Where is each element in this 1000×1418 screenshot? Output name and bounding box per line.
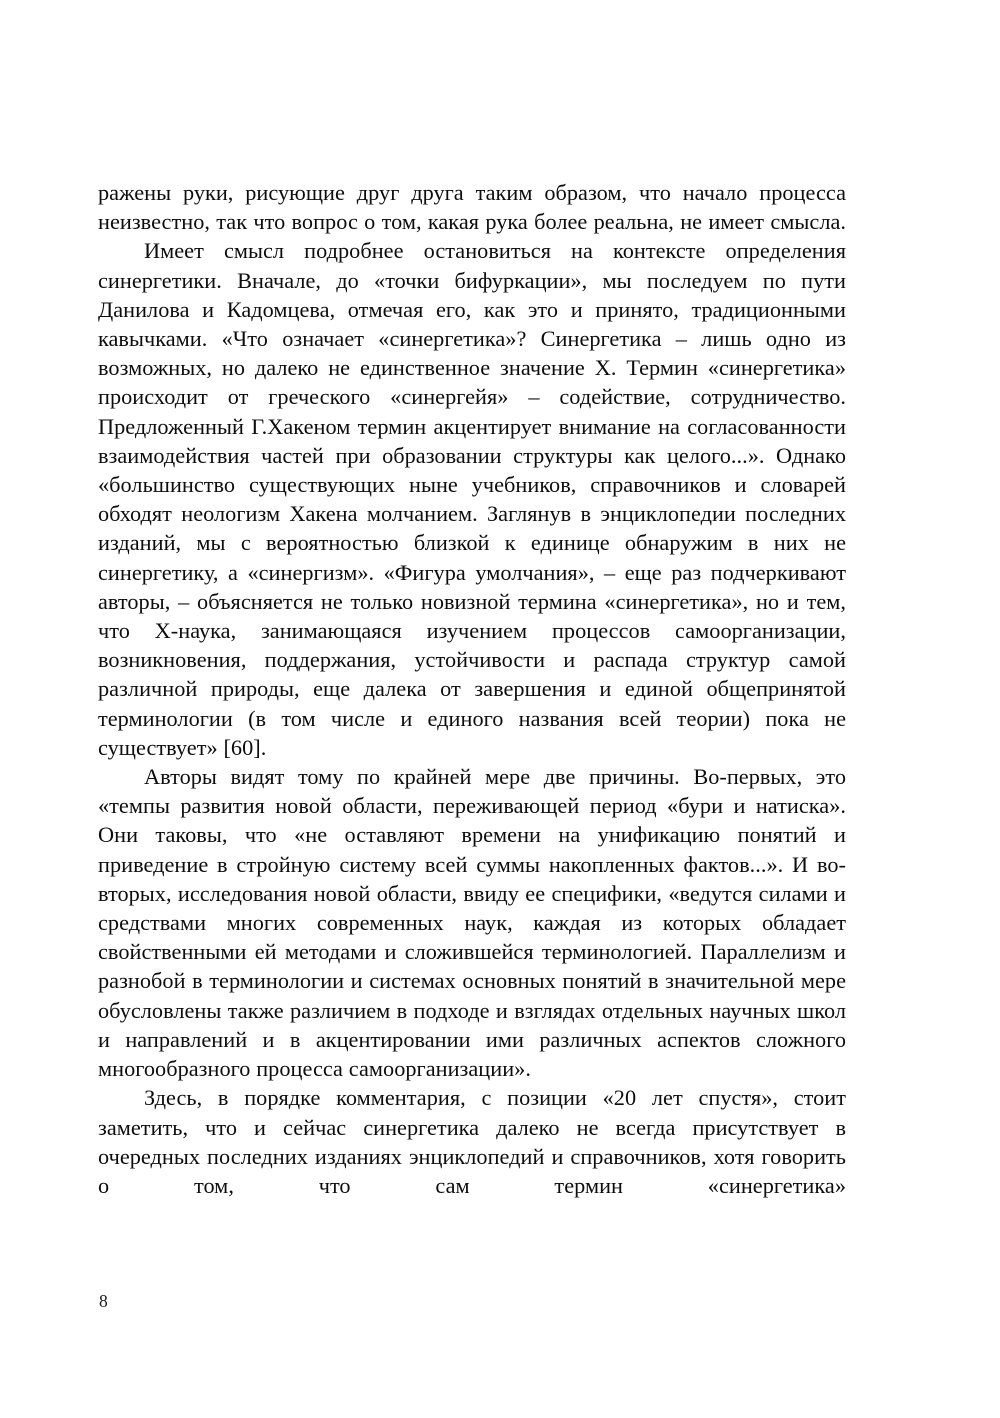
paragraph-commentary-20-years-later: Здесь, в порядке комментария, с позиции «20 лет спустя», стоит заметить, что и сейчас синергетика далеко не всегда присутствует в очередных последних изданиях энциклопедий и справочников, хотя говорить о том, что сам термин «синергетика» <box>98 1085 846 1198</box>
paragraph-two-reasons: Авторы видят тому по крайней мере две причины. Во-первых, это «темпы развития новой области, переживающей период «бури и натиска». Они таковы, что «не оставляют времени на унификацию понятий и приведение в стройную систему всей суммы накопленных фактов...». И во-вторых, исследования новой области, ввиду ее специфики, «ведутся силами и средствами многих современных наук, каждая из которых обладает свойственными ей методами и сложившейся терминологией. Параллелизм и разнобой в терминологии и системах основных понятий в значительной мере обусловлены также различием в подходе и взглядах отдельных научных школ и направлений и в акцентировании ими различных аспектов сложного многообразного процесса самоорганизации». <box>98 764 846 1082</box>
page-text-block <box>98 178 846 1200</box>
page-number: 8 <box>99 1291 108 1311</box>
paragraph-continuation: ражены руки, рисующие друг друга таким образом, что начало процесса неизвестно, так что вопрос о том, какая рука более реальна, не имеет смысла. <box>98 180 846 235</box>
paragraph-synergetics-definition: Имеет смысл подробнее остановиться на контексте определения синергетики. Вначале, до «точки бифуркации», мы последуем по пути Данилова и Кадомцева, отмечая его, как это и принято, традиционными кавычками. «Что означает «синергетика»? Синергетика ‒ лишь одно из возможных, но далеко не единственное значение Х. Термин «синергетика» происходит от греческого «синергейя» ‒ содействие, сотрудничество. Предложенный Г.Хакеном термин акцентирует внимание на согласованности взаимодействия частей при образовании структуры как целого...». Однако «большинство существующих ныне учебников, справочников и словарей обходят неологизм Хакена молчанием. Заглянув в энциклопедии последних изданий, мы с вероятностью близкой к единице обнаружим в них не синергетику, а «синергизм». «Фигура умолчания», ‒ еще раз подчеркивают авторы, ‒ объясняется не только новизной термина «синергетика», но и тем, что Х-наука, занимающаяся изучением процессов самоорганизации, возникновения, поддержания, устойчивости и распада структур самой различной природы, еще далека от завершения и единой общепринятой терминологии (в том числе и единого названия всей теории) пока не существует» [60]. <box>98 238 846 760</box>
